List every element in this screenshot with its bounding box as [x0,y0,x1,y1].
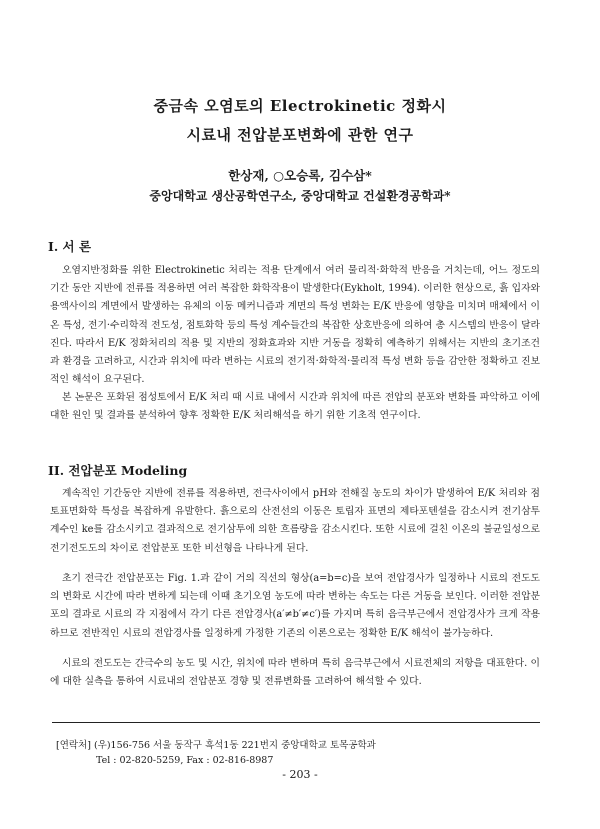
section-heading-modeling: II. 전압분포 Modeling [48,463,188,478]
contact-phone: Tel : 02-820-5259, Fax : 02-816-8987 [96,755,274,766]
authors: 한상재, ○오승록, 김수삼* [228,168,372,183]
paragraph: 초기 전극간 전압분포는 Fig. 1.과 같이 거의 직선의 형상(a=b=c)을 보여 전압경사가 일정하나 시료의 전도도의 변화로 시간에 따라 변하게 되는데 이때 초기오염 농도에 따라 변하는 속도는 다른 거동을 보인다. 이러한 전압분포의 결과로 시료의 각 지점에서 각기 다른 전압경사(a′≠b′≠c′)를 가지며 특히 음극부근에서 전압경사가 크게 작용하므로 전반적인 시료의 전압경사를 일정하게 가정한 기존의 이론으로는 정확한 E/K 해석이 불가능하다. [50,573,540,639]
contact-address: [연락처] (우)156-756 서울 동작구 흑석1동 221번지 중앙대학교 토목공학과 [56,740,376,751]
affiliation: 중앙대학교 생산공학연구소, 중앙대학교 건설환경공학과* [149,189,451,203]
paragraph: 계속적인 기간동안 지반에 전류를 적용하면, 전극사이에서 pH와 전해질 농도의 차이가 발생하여 E/K 처리와 점토표면화학 특성을 복잡하게 유발한다. 흙으로의 산전선의 이동은 토립자 표면의 제타포텐셜을 감소시켜 전기삼투계수인 ke를 감소시키고 결과적으로 전기삼투에 의한 흐름량을 감소시킨다. 또한 시료에 걸친 이온의 불균일성으로 전기전도도의 차이로 전압분포 또한 비선형을 나타나게 된다. [50,488,540,554]
page-number: - 203 - [282,768,318,781]
paragraph: 본 논문은 포화된 점성토에서 E/K 처리 때 시료 내에서 시간과 위치에 따른 전압의 분포와 변화를 파악하고 이에 대한 원인 및 결과를 분석하여 향후 정확한 E/K 처리해석을 하기 위한 기초적 연구이다. [50,392,540,422]
title-line-1: 중금속 오염토의 Electrokinetic 정화시 [153,97,447,115]
paragraph: 시료의 전도도는 간극수의 농도 및 시간, 위치에 따라 변하며 특히 음극부근에서 시료전체의 저항을 대표한다. 이에 대한 실측을 통하여 시료내의 전압분포 경향 및 전류변화를 고려하여 해석할 수 있다. [50,658,540,688]
footnote-divider [52,722,540,723]
title-line-2: 시료내 전압분포변화에 관한 연구 [186,126,414,144]
section-heading-introduction: I. 서 론 [48,239,92,254]
paragraph: 오염지반정화를 위한 Electrokinetic 처리는 적용 단계에서 여러 물리적·화학적 반응을 거치는데, 어느 정도의 기간 동안 지반에 전류를 적용하면 여러 복잡한 화학작용이 발생한다(Eykholt, 1994). 이러한 현상으로, 흙 입자와 용액사이의 계면에서 발생하는 유체의 이동 메커니즘과 계면의 특성 변화는 E/K 반응에 영향을 미치며 매체에서 이온 특성, 전기·수리학적 전도성, 점토화학 등의 특성 계수들간의 복잡한 상호반응에 의하여 총 시스템의 반응이 달라진다. 따라서 E/K 정화처리의 적용 및 지반의 정화효과와 지반 거동을 정확히 예측하기 위해서는 지반의 초기조건과 환경을 고려하고, 시간과 위치에 따라 변하는 시료의 전기적·화학적·물리적 특성 변화 등을 감안한 정확하고 진보적인 해석이 요구된다. [50,265,540,386]
